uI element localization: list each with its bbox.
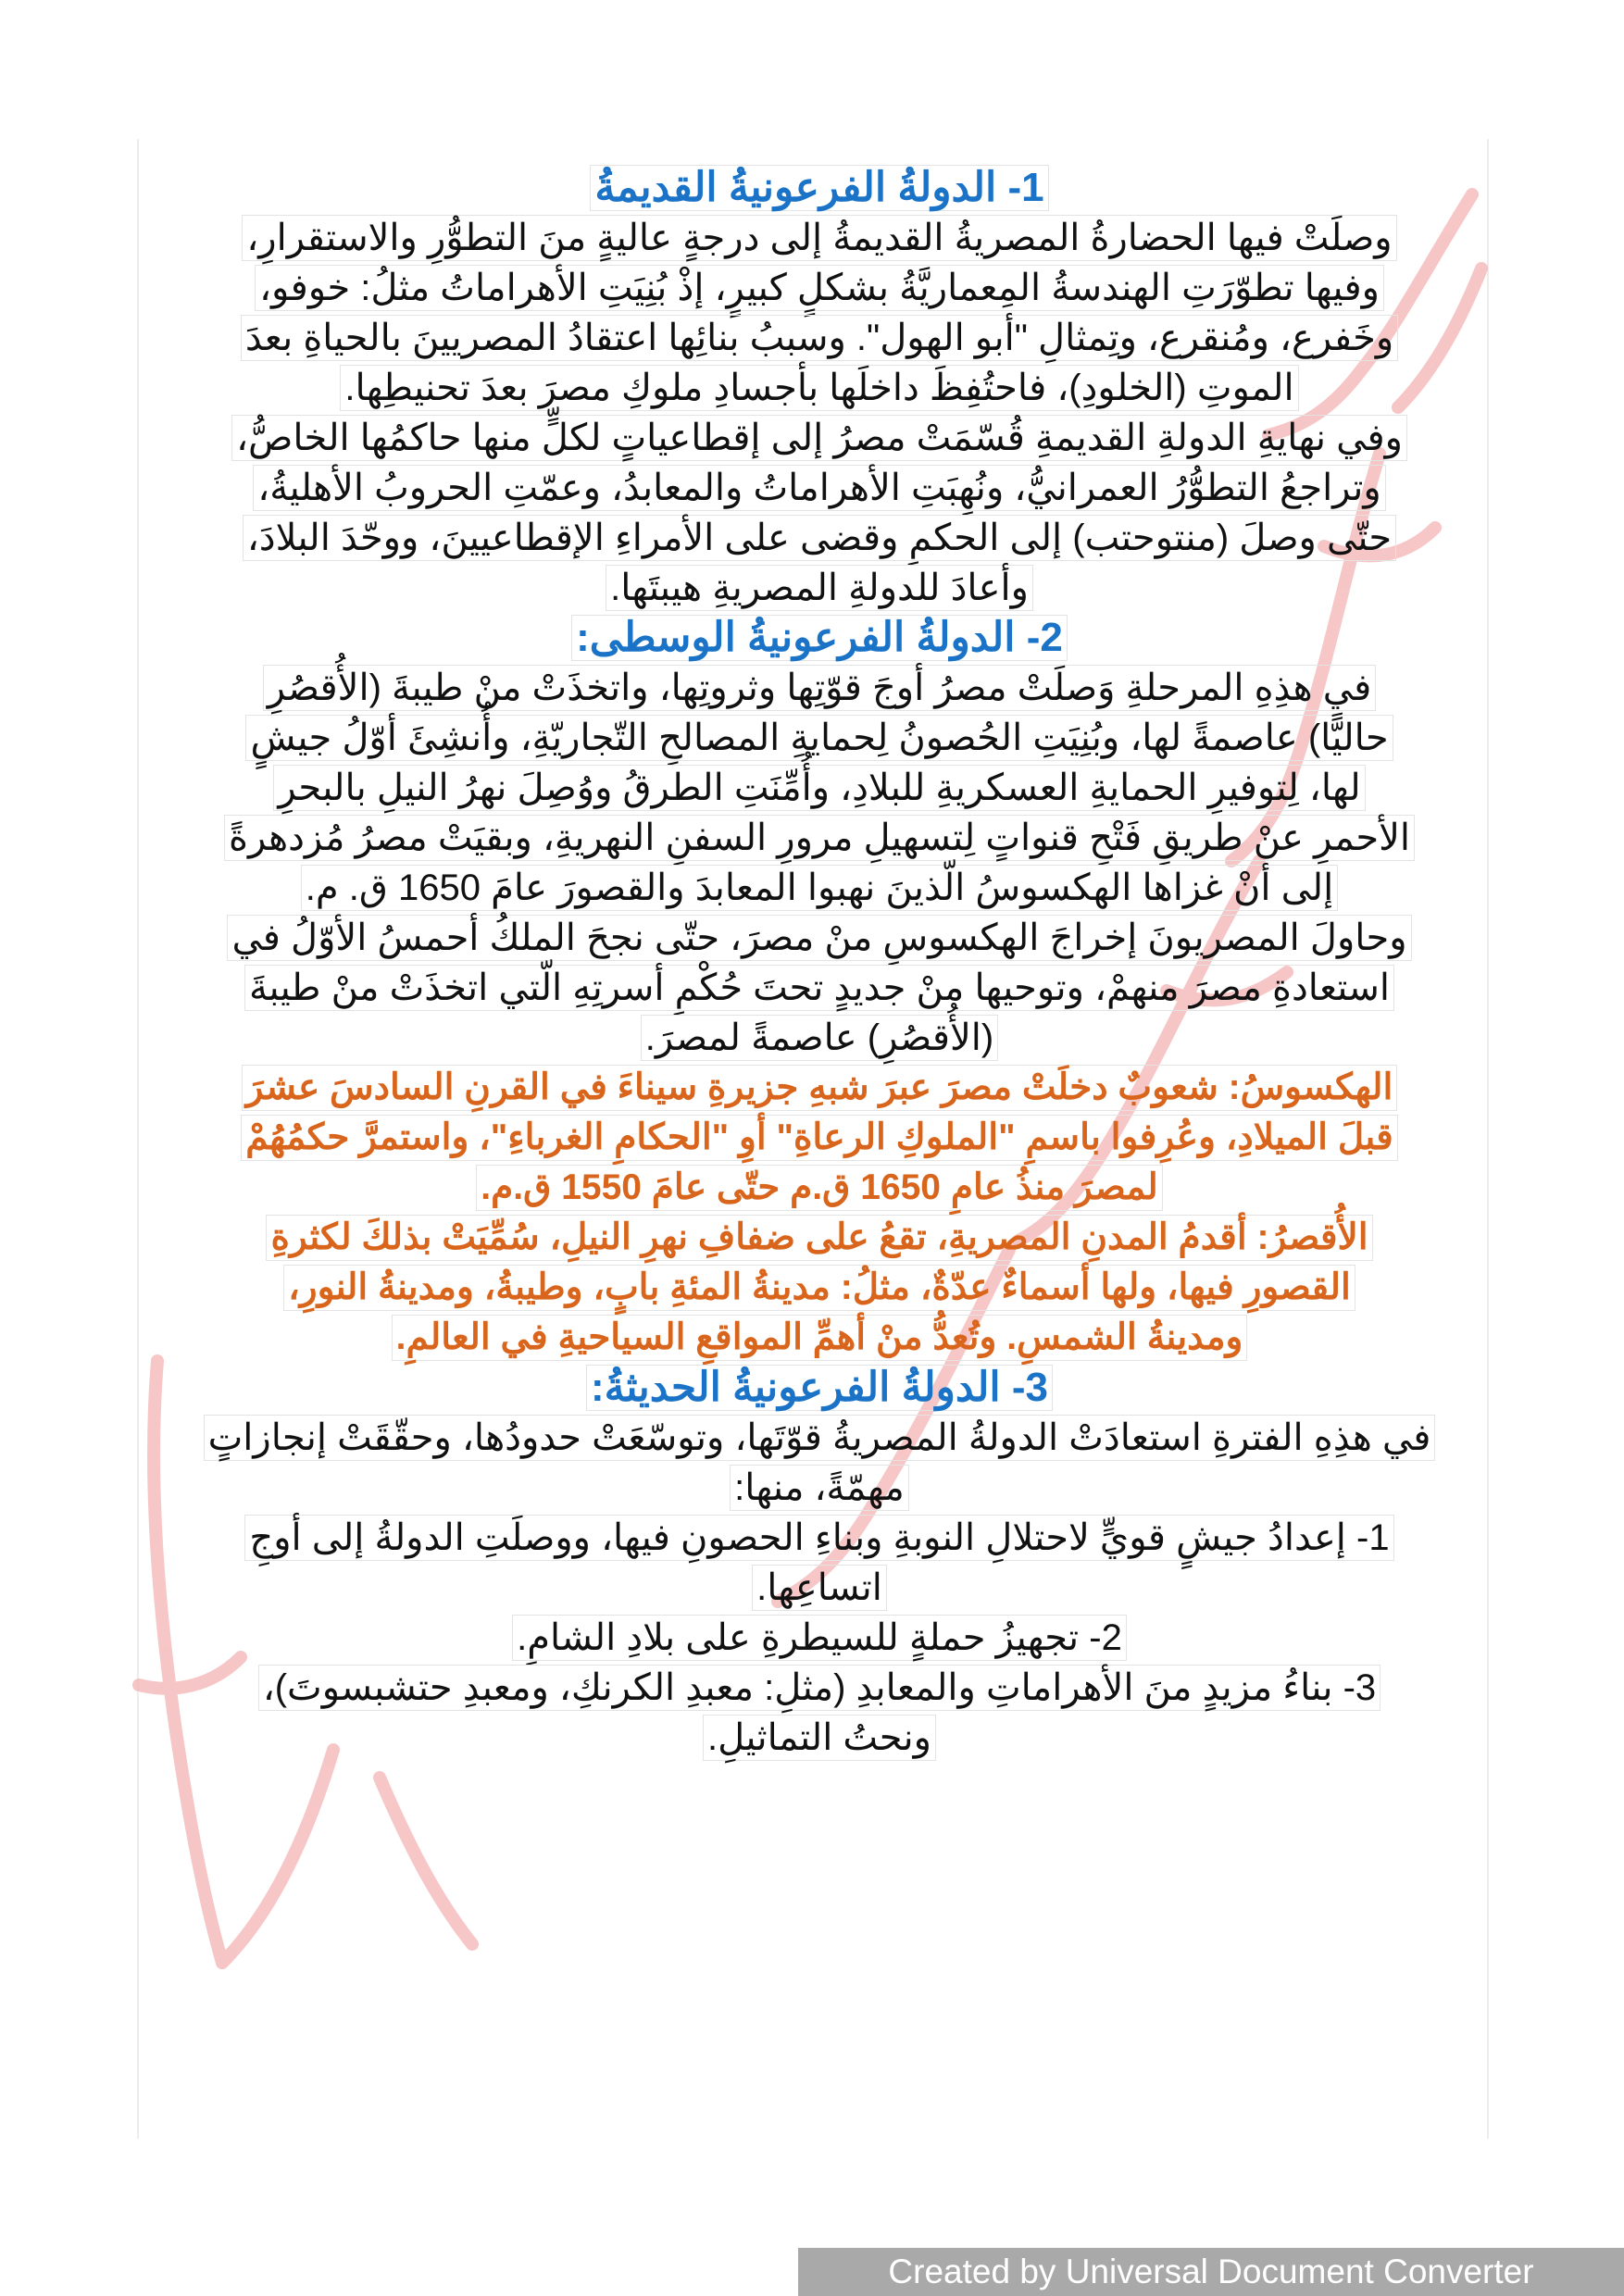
text-line xyxy=(153,715,1486,765)
section-heading xyxy=(153,1365,1486,1415)
text-line xyxy=(153,1515,1486,1565)
text-line xyxy=(153,1415,1486,1465)
text-line xyxy=(153,1315,1486,1365)
text-line xyxy=(153,1465,1486,1515)
paragraph-line: وخَفرع، ومُنقرع، وتِمثالِ "أبو الهول". وسببُ بنائِها اعتقادُ المصريينَ بالحياةِ بعدَ xyxy=(241,315,1398,361)
section-heading xyxy=(153,615,1486,665)
paragraph-line: وتراجعُ التطوُّرُ العمرانيُّ، ونُهِبَتِ الأهراماتُ والمعابدُ، وعمّتِ الحروبُ الأهليةُ، xyxy=(253,465,1385,511)
note-line: ومدينةُ الشمسِ. وتُعدُّ منْ أهمِّ المواقعِ السياحيةِ في العالمِ. xyxy=(392,1315,1248,1361)
note-line: قبلَ الميلادِ، وعُرِفوا باسمِ "الملوكِ الرعاةِ" أوِ "الحكامِ الغرباءِ"، واستمرَّ حكمُهُمْ xyxy=(241,1115,1398,1161)
paragraph-line: 3- بناءُ مزيدٍ منَ الأهراماتِ والمعابدِ (مثلِ: معبدِ الكرنكِ، ومعبدِ حتشبسوتَ)، xyxy=(258,1665,1380,1711)
section-heading xyxy=(153,165,1486,215)
text-line xyxy=(153,415,1486,465)
paragraph-line: حاليًّا) عاصمةً لها، وبُنِيَتِ الحُصونُ لِحمايةِ المصالحِ التّجاريّةِ، وأُنشِئَ أوّلُ جيشٍ xyxy=(245,715,1393,761)
paragraph-line: استعادةِ مصرَ منهمْ، وتوحيها منْ جديدٍ تحتَ حُكْمِ أسرتِهِ الّتي اتخذَتْ منْ طيبةَ xyxy=(244,965,1394,1011)
page-margin-rule-right xyxy=(1487,139,1489,2139)
text-line xyxy=(153,765,1486,815)
text-line xyxy=(153,215,1486,265)
text-line xyxy=(153,565,1486,615)
definition-note xyxy=(153,1065,1486,1215)
paragraph-line: مهمّةً، منها: xyxy=(730,1465,909,1511)
paragraph-line: إلى أنْ غزاها الهكسوسُ الّذينَ نهبوا المعابدَ والقصورَ عامَ 1650 ق. م. xyxy=(301,865,1338,911)
text-line xyxy=(153,1665,1486,1715)
paragraph-line: 2- تجهيزُ حملةٍ للسيطرةِ على بلادِ الشامِ. xyxy=(512,1615,1127,1661)
text-line xyxy=(153,915,1486,965)
note-line: القصورِ فيها، ولها أسماءٌ عدّةٌ، مثلُ: مدينةُ المئةِ بابٍ، وطيبةُ، ومدينةُ النورِ، xyxy=(283,1265,1355,1311)
text-line xyxy=(153,665,1486,715)
heading-text: 2- الدولةُ الفرعونيةُ الوسطى: xyxy=(571,615,1068,661)
paragraph-line: في هذِهِ الفترةِ استعادَتْ الدولةُ المصريةُ قوّتَها، وتوسّعَتْ حدودُها، وحقّقَتْ إنجازاتٍ xyxy=(204,1415,1436,1461)
text-line xyxy=(153,315,1486,365)
paragraph-line: اتساعِها. xyxy=(752,1565,887,1611)
paragraph-line: الموتِ (الخلودِ)، فاحتُفِظَ داخلَها بأجسادِ ملوكِ مصرَ بعدَ تحنيطِها. xyxy=(340,365,1298,411)
text-line xyxy=(153,1115,1486,1165)
paragraph-line: حتّى وصلَ (منتوحتب) إلى الحكمِ وقضى على الأمراءِ الإقطاعيينَ، ووحّدَ البلادَ، xyxy=(243,515,1396,561)
paragraph-line: 1- إعدادُ جيشٍ قويٍّ لاحتلالِ النوبةِ وبناءِ الحصونِ فيها، ووصلَتِ الدولةُ إلى أوجِ xyxy=(244,1515,1393,1561)
paragraph-line: وحاولَ المصريونَ إخراجَ الهكسوسِ منْ مصرَ، حتّى نجحَ الملكُ أحمسُ الأوّلُ في xyxy=(227,915,1411,961)
note-line: لمصرَ منذُ عامِ 1650 ق.م حتّى عامَ 1550 ق.م. xyxy=(476,1165,1162,1211)
text-line xyxy=(153,1265,1486,1315)
paragraph-line: ونحتُ التماثيلِ. xyxy=(703,1715,936,1761)
paragraph-line: وفي نهايةِ الدولةِ القديمةِ قُسّمَتْ مصرُ إلى إقطاعياتٍ لكلٍّ منها حاكمُها الخاصُّ، xyxy=(231,415,1407,461)
text-line xyxy=(153,965,1486,1015)
text-line xyxy=(153,1715,1486,1765)
heading-text: 1- الدولةُ الفرعونيةُ القديمةُ xyxy=(590,165,1048,211)
text-line xyxy=(153,615,1486,665)
text-line xyxy=(153,1565,1486,1615)
text-line xyxy=(153,165,1486,215)
converter-footer-label: Created by Universal Document Converter xyxy=(888,2252,1534,2290)
paragraph-line: وفيها تطوّرَتِ الهندسةُ المِعماريَّةُ بشكلٍ كبيرٍ، إذْ بُنِيَتِ الأهراماتُ مثلُ: خوفو، xyxy=(255,265,1384,311)
text-line xyxy=(153,865,1486,915)
heading-text: 3- الدولةُ الفرعونيةُ الحديثةُ: xyxy=(586,1365,1053,1411)
text-line xyxy=(153,1615,1486,1665)
text-line xyxy=(153,515,1486,565)
text-line xyxy=(153,1065,1486,1115)
paragraph xyxy=(153,1415,1486,1765)
paragraph xyxy=(153,665,1486,1065)
definition-note xyxy=(153,1215,1486,1365)
paragraph-line: الأحمرِ عنْ طريقِ فَتْحِ قنواتٍ لِتسهيلِ مرورِ السفنِ النهريةِ، وبقيَتْ مصرُ مُزدهرةً xyxy=(224,815,1415,861)
text-line xyxy=(153,1165,1486,1215)
document-body xyxy=(153,165,1486,1765)
note-line: الأُقصرُ: أقدمُ المدنِ المصريةِ، تقعُ على ضفافِ نهرِ النيلِ، سُمِّيَتْ بذلكَ لكثرةِ xyxy=(266,1215,1372,1261)
paragraph-line: وصلَتْ فيها الحضارةُ المصريةُ القديمةُ إلى درجةٍ عاليةٍ منَ التطوُّرِ والاستقرارِ، xyxy=(242,215,1396,261)
text-line xyxy=(153,1215,1486,1265)
text-line xyxy=(153,365,1486,415)
page-margin-rule-left xyxy=(137,139,139,2139)
converter-footer-banner xyxy=(798,2248,1624,2296)
paragraph-line: لها، لِتوفيرِ الحمايةِ العسكريةِ للبلادِ، وأُمِّنَتِ الطرقُ ووُصِلَ نهرُ النيلِ بالبحرِ xyxy=(273,765,1365,811)
paragraph xyxy=(153,215,1486,615)
text-line xyxy=(153,1015,1486,1065)
paragraph-line: في هذِهِ المرحلةِ وَصلَتْ مصرُ أوجَ قوّتِها وثروتِها، واتخذَتْ منْ طيبةَ (الأُقصُرِ xyxy=(263,665,1376,711)
text-line xyxy=(153,265,1486,315)
text-line xyxy=(153,465,1486,515)
text-line xyxy=(153,1365,1486,1415)
text-line xyxy=(153,815,1486,865)
note-line: الهكسوسُ: شعوبٌ دخلَتْ مصرَ عبرَ شبهِ جزيرةِ سيناءَ في القرنِ السادسَ عشرَ xyxy=(242,1065,1398,1111)
paragraph-line: (الأُقصُرِ) عاصمةً لمصرَ. xyxy=(641,1015,998,1061)
paragraph-line: وأعادَ للدولةِ المصريةِ هيبتَها. xyxy=(606,565,1033,611)
